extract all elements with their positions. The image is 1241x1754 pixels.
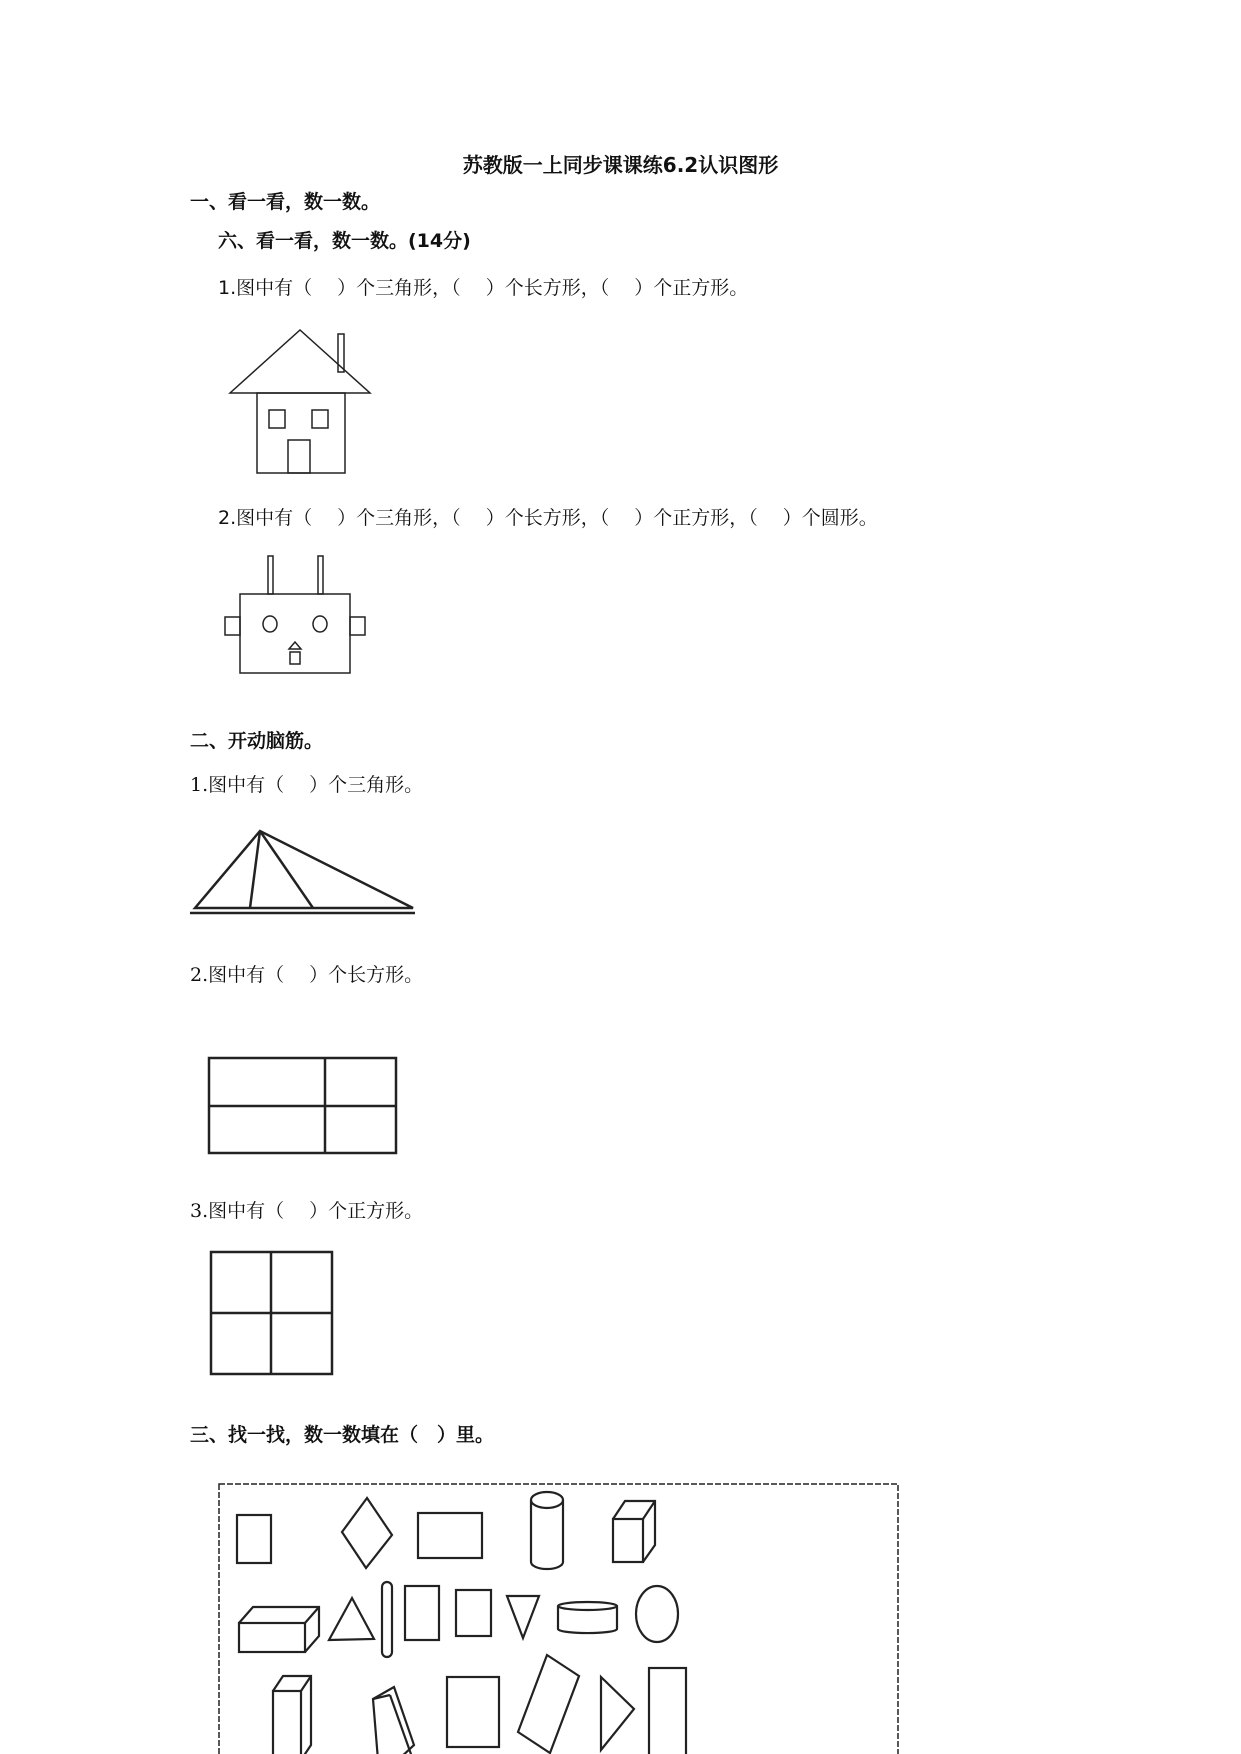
triangles-figure	[190, 831, 415, 913]
section-2-heading: 二、开动脑筋。	[190, 730, 324, 752]
question-1-1: 1.图中有（ ）个三角形，（ ）个长方形，（ ）个正方形。	[218, 277, 749, 299]
section-1-heading: 一、看一看，数一数。	[190, 191, 381, 213]
section-3-heading: 三、找一找，数一数填在（ ）里。	[190, 1424, 495, 1446]
shapes-box	[219, 1484, 898, 1754]
question-2-2: 2.图中有（ ）个长方形。	[190, 964, 424, 986]
house-figure	[230, 330, 370, 473]
section-1-subheading: 六、看一看，数一数。(14分)	[218, 230, 471, 252]
squares-figure	[211, 1252, 332, 1374]
question-2-1: 1.图中有（ ）个三角形。	[190, 774, 424, 796]
robot-figure	[225, 556, 365, 673]
rectangles-figure	[209, 1058, 396, 1153]
question-1-2: 2.图中有（ ）个三角形，（ ）个长方形，（ ）个正方形，（ ）个圆形。	[218, 507, 878, 529]
question-2-3: 3.图中有（ ）个正方形。	[190, 1200, 424, 1222]
page-title: 苏教版一上同步课课练6.2认识图形	[462, 153, 779, 177]
